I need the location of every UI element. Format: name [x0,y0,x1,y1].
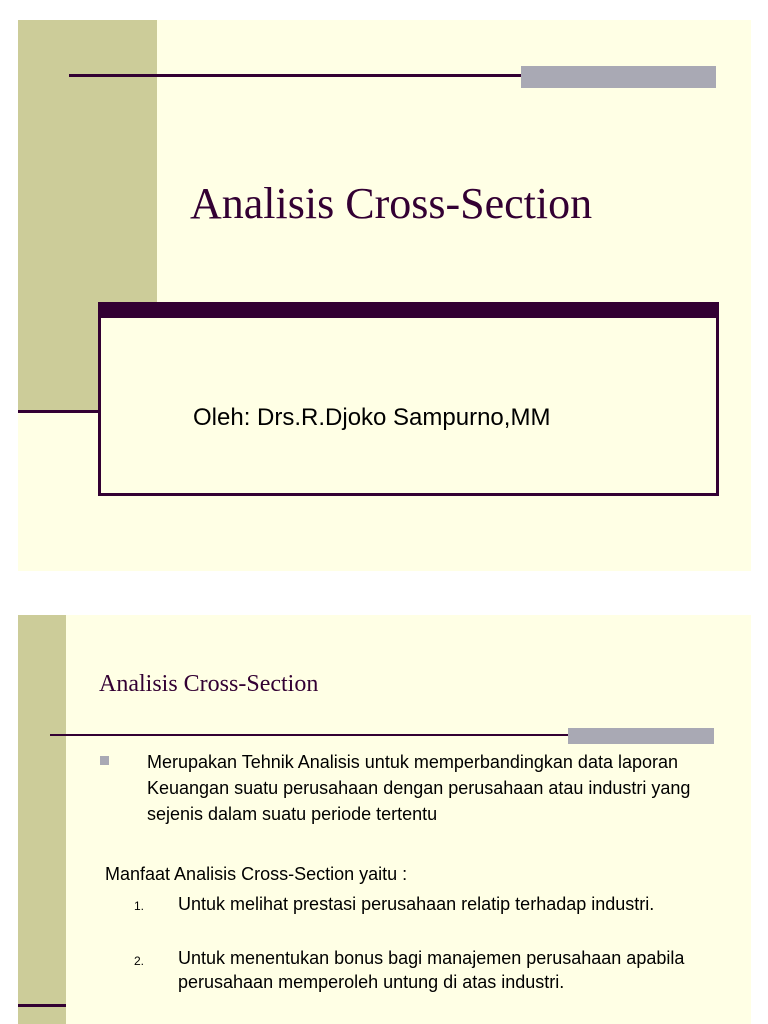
slide-2-accent-bar [568,728,714,744]
slide-1-accent-bar [521,66,716,88]
bullet-text: Merupakan Tehnik Analisis untuk memperbandingkan data laporan Keuangan suatu perusahaan dengan perusahaan atau industri yang sejenis dalam suatu periode tertentu [147,752,691,824]
square-bullet-icon [100,756,109,765]
list-item-number: 2. [134,954,145,968]
slide-2 [18,615,751,1024]
list-item: Untuk menentukan bonus bagi manajemen perusahaan apabila perusahaan memperoleh untung di atas industri. [178,948,685,992]
slide-2-bottom-rule [18,1004,66,1007]
manfaat-label: Manfaat Analisis Cross-Section yaitu : [105,864,408,884]
slide-1-title: Analisis Cross-Section [190,179,593,228]
subtitle-box [98,318,719,496]
slide-1-left-rule [18,410,98,413]
slide-2-heading: Analisis Cross-Section [99,671,319,697]
list-item: Untuk melihat prestasi perusahaan relatip terhadap industri. [178,894,655,914]
slide-1-subtitle: Oleh: Drs.R.Djoko Sampurno,MM [193,404,551,431]
list-item-number: 1. [134,899,145,913]
slide-1 [18,20,751,571]
slide-2-sidebar [18,615,66,1024]
